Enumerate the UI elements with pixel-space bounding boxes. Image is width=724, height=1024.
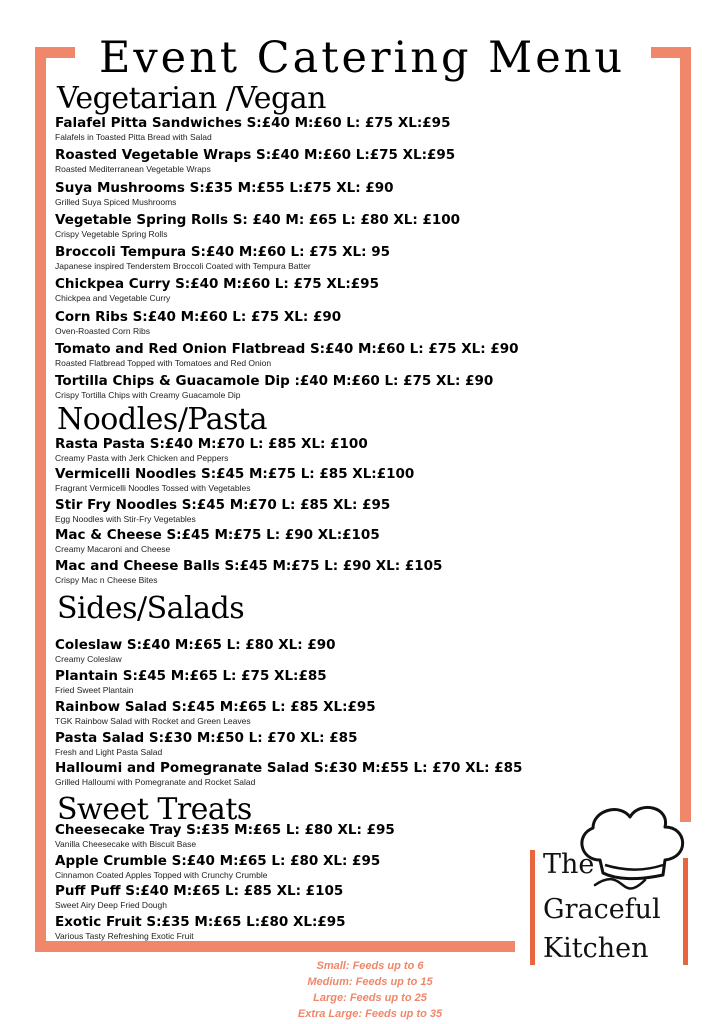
item-name: Rainbow Salad S:£45 M:£65 L: £85 XL:£95 xyxy=(55,698,376,715)
menu-item xyxy=(55,668,555,699)
menu-item xyxy=(55,527,555,558)
item-desc: Japanese inspired Tenderstem Broccoli Coated with Tempura Batter xyxy=(55,261,311,272)
item-desc: Fragrant Vermicelli Noodles Tossed with Vegetables xyxy=(55,483,251,494)
item-name: Chickpea Curry S:£40 M:£60 L: £75 XL:£95 xyxy=(55,276,379,293)
item-desc: Fresh and Light Pasta Salad xyxy=(55,746,163,757)
menu-item xyxy=(55,244,555,276)
section-title: Noodles/Pasta xyxy=(57,401,267,437)
menu-item xyxy=(55,822,555,853)
size-legend-small: Small: Feeds up to 6 xyxy=(316,960,424,972)
size-legend-large: Large: Feeds up to 25 xyxy=(313,992,427,1004)
item-name: Puff Puff S:£40 M:£65 L: £85 XL: £105 xyxy=(55,883,344,900)
menu-item xyxy=(55,699,555,730)
menu-item xyxy=(55,914,555,945)
item-name: Vegetable Spring Rolls S: £40 M: £65 L: £80 XL: £100 xyxy=(55,211,461,228)
menu-item xyxy=(55,309,555,341)
size-legend-medium: Medium: Feeds up to 15 xyxy=(307,976,433,988)
item-name: Tortilla Chips & Guacamole Dip :£40 M:£60 L: £75 XL: £90 xyxy=(55,373,494,390)
section-sweet-treats xyxy=(55,792,555,944)
menu-item xyxy=(55,436,555,467)
menu-item xyxy=(55,373,555,405)
section-sides-salads xyxy=(55,593,555,791)
menu-item xyxy=(55,180,555,212)
item-name: Falafel Pitta Sandwiches S:£40 M:£60 L: £75 XL:£95 xyxy=(55,115,451,131)
menu-item xyxy=(55,341,555,373)
item-name: Suya Mushrooms S:£35 M:£55 L:£75 XL: £90 xyxy=(55,179,394,196)
item-desc: Oven-Roasted Corn Ribs xyxy=(55,325,150,336)
item-desc: Various Tasty Refreshing Exotic Fruit xyxy=(55,930,194,941)
menu-item xyxy=(55,853,555,884)
item-name: Vermicelli Noodles S:£45 M:£75 L: £85 XL:£100 xyxy=(55,466,415,483)
item-name: Stir Fry Noodles S:£45 M:£70 L: £85 XL: £95 xyxy=(55,496,391,513)
item-desc: Vanilla Cheesecake with Biscuit Base xyxy=(55,839,197,850)
item-desc: Roasted Flatbread Topped with Tomatoes and Red Onion xyxy=(55,358,272,369)
menu-content xyxy=(55,83,555,944)
menu-item xyxy=(55,730,555,761)
menu-item xyxy=(55,147,555,179)
menu-item xyxy=(55,115,555,147)
section-vegetarian-vegan xyxy=(55,83,555,406)
item-name: Tomato and Red Onion Flatbread S:£40 M:£60 L: £75 XL: £90 xyxy=(55,341,519,358)
item-name: Exotic Fruit S:£35 M:£65 L:£80 XL:£95 xyxy=(55,913,346,930)
menu-item xyxy=(55,558,555,589)
section-noodles-pasta xyxy=(55,401,555,589)
item-desc: Falafels in Toasted Pitta Bread with Salad xyxy=(55,132,212,142)
item-desc: Crispy Tortilla Chips with Creamy Guacamole Dip xyxy=(55,390,241,401)
menu-item xyxy=(55,637,555,668)
item-name: Corn Ribs S:£40 M:£60 L: £75 XL: £90 xyxy=(55,308,342,325)
section-title: Vegetarian /Vegan xyxy=(57,81,326,116)
item-desc: Grilled Suya Spiced Mushrooms xyxy=(55,196,177,207)
menu-item xyxy=(55,212,555,244)
menu-item xyxy=(55,466,555,497)
item-name: Apple Crumble S:£40 M:£65 L: £80 XL: £95 xyxy=(55,852,381,869)
item-desc: Egg Noodles with Stir-Fry Vegetables xyxy=(55,513,196,524)
section-title: Sweet Treats xyxy=(57,792,252,828)
item-desc: Fried Sweet Plantain xyxy=(55,684,134,695)
logo-bar-left xyxy=(530,850,535,965)
item-name: Rasta Pasta S:£40 M:£70 L: £85 XL: £100 xyxy=(55,435,368,452)
menu-item xyxy=(55,760,555,791)
item-name: Halloumi and Pomegranate Salad S:£30 M:£55 L: £70 XL: £85 xyxy=(55,760,523,777)
item-name: Cheesecake Tray S:£35 M:£65 L: £80 XL: £95 xyxy=(55,822,395,839)
item-desc: Sweet Airy Deep Fried Dough xyxy=(55,900,167,911)
item-name: Mac & Cheese S:£45 M:£75 L: £90 XL:£105 xyxy=(55,527,380,544)
menu-item xyxy=(55,883,555,914)
item-desc: TGK Rainbow Salad with Rocket and Green Leaves xyxy=(55,715,251,726)
item-name: Broccoli Tempura S:£40 M:£60 L: £75 XL: 95 xyxy=(55,244,391,261)
menu-item xyxy=(55,276,555,308)
item-desc: Crispy Mac n Cheese Bites xyxy=(55,574,158,585)
item-desc: Creamy Pasta with Jerk Chicken and Peppers xyxy=(55,452,229,463)
item-name: Roasted Vegetable Wraps S:£40 M:£60 L:£75 XL:£95 xyxy=(55,147,456,164)
item-desc: Crispy Vegetable Spring Rolls xyxy=(55,228,168,239)
item-name: Coleslaw S:£40 M:£65 L: £80 XL: £90 xyxy=(55,637,336,654)
frame-left xyxy=(35,47,46,952)
item-desc: Grilled Halloumi with Pomegranate and Rocket Salad xyxy=(55,777,256,788)
logo-text-the: The xyxy=(543,849,595,880)
item-desc: Chickpea and Vegetable Curry xyxy=(55,293,171,304)
section-title: Sides/Salads xyxy=(57,591,245,627)
item-name: Pasta Salad S:£30 M:£50 L: £70 XL: £85 xyxy=(55,729,358,746)
logo-text-graceful: Graceful xyxy=(543,894,661,925)
item-desc: Roasted Mediterranean Vegetable Wraps xyxy=(55,164,211,175)
logo-bar-right xyxy=(683,858,688,965)
item-desc: Cinnamon Coated Apples Topped with Crunchy Crumble xyxy=(55,869,268,880)
item-desc: Creamy Coleslaw xyxy=(55,654,122,665)
frame-right xyxy=(680,47,691,822)
page-title: Event Catering Menu xyxy=(98,33,626,83)
size-legend-extra-large: Extra Large: Feeds up to 35 xyxy=(297,1008,443,1020)
menu-item xyxy=(55,497,555,528)
item-desc: Creamy Macaroni and Cheese xyxy=(55,544,171,555)
logo-text-kitchen: Kitchen xyxy=(543,933,649,964)
size-legend xyxy=(240,958,500,1022)
item-name: Plantain S:£45 M:£65 L: £75 XL:£85 xyxy=(55,667,327,684)
item-name: Mac and Cheese Balls S:£45 M:£75 L: £90 XL: £105 xyxy=(55,557,443,574)
